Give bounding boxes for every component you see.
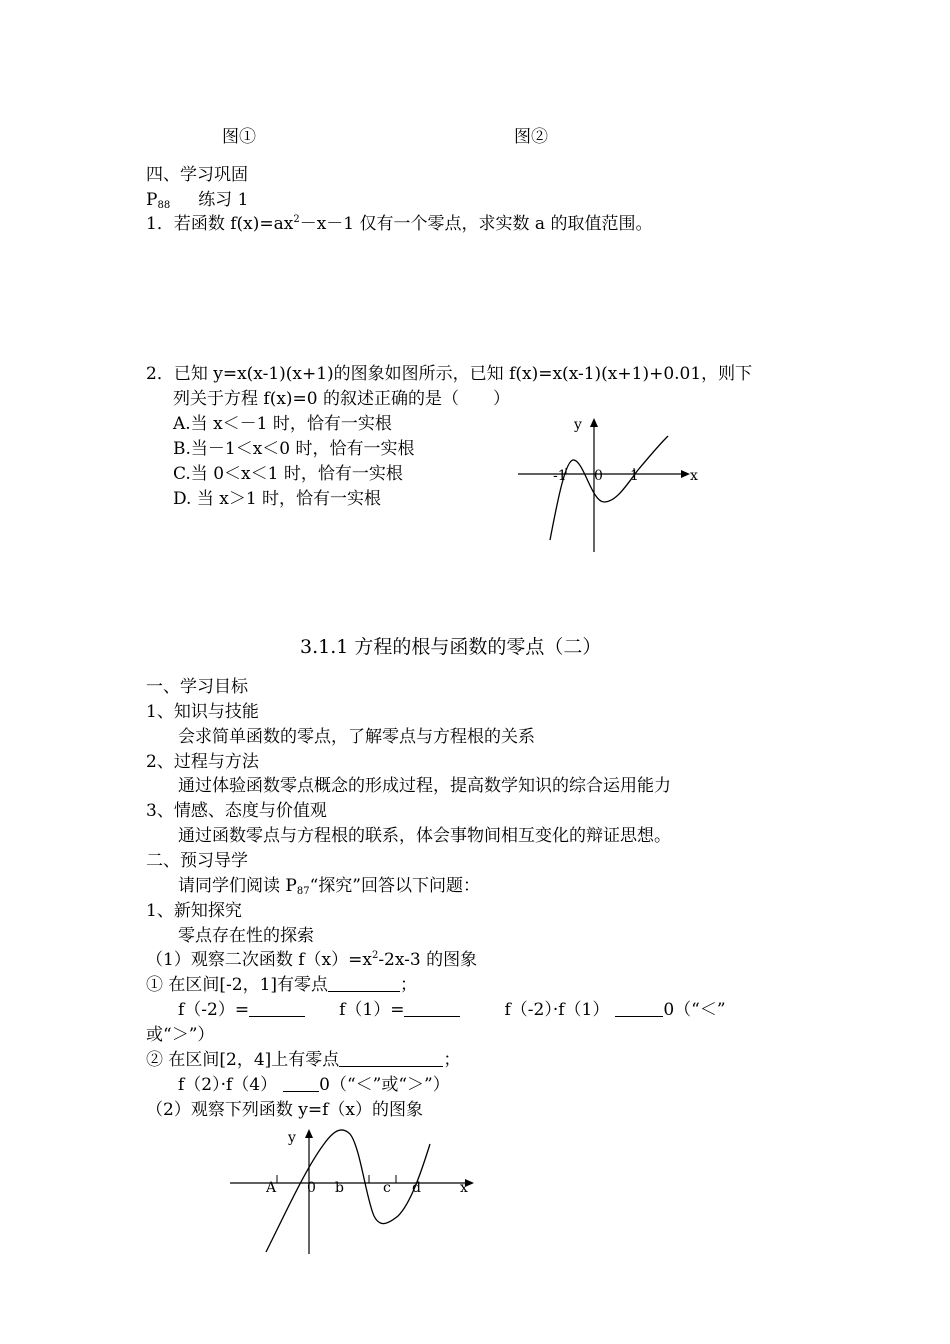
observe-quadratic [146, 949, 477, 971]
read-page: 87 [296, 886, 310, 897]
product-2-label: f（2）·f（4） [178, 1075, 278, 1095]
function-curve [266, 1130, 430, 1252]
obs1-suffix: -2x-3 的图象 [378, 950, 478, 970]
point-label-a: A [266, 1180, 277, 1196]
interval-1-text: ① 在区间[-2，1]有零点 [146, 975, 329, 995]
product-2-compare: 0（“＜”或“＞”） [319, 1075, 450, 1095]
goal-1-text: 会求简单函数的零点，了解零点与方程根的关系 [178, 727, 535, 747]
answer-blank-zero-1[interactable] [328, 975, 400, 992]
option-d: D. 当 x＞1 时，恰有一实根 [173, 489, 382, 509]
reading-instruction [178, 875, 480, 897]
f-neg2-label: f（-2）= [178, 1000, 250, 1020]
figure-caption-2: 图② [514, 127, 548, 147]
answer-blank-sign-1[interactable] [615, 1000, 663, 1017]
x-axis-arrow [681, 470, 690, 478]
goal-3-text: 通过函数零点与方程根的联系，体会事物间相互变化的辩证思想。 [178, 826, 671, 846]
product-1-label: f（-2）·f（1） [504, 1000, 610, 1020]
goal-2-text: 通过体验函数零点概念的形成过程，提高数学知识的综合运用能力 [178, 776, 671, 796]
interval-1-line [146, 974, 417, 996]
question-2-line-2: 列关于方程 f(x)=0 的叙述正确的是（ ） [173, 389, 511, 409]
tick-label-neg1: -1 [553, 468, 567, 484]
goal-3-heading: 3、情感、态度与价值观 [146, 801, 327, 821]
exercise-prefix: P [146, 190, 158, 210]
lesson-title: 3.1.1 方程的根与函数的零点（二） [300, 636, 602, 658]
answer-blank-f-1[interactable] [404, 1000, 460, 1017]
origin-label: 0 [307, 1180, 316, 1196]
option-c: C.当 0＜x＜1 时，恰有一实根 [173, 464, 403, 484]
heading-learning-goals: 一、学习目标 [146, 677, 248, 697]
question-1 [146, 213, 652, 235]
goal-1-heading: 1、知识与技能 [146, 702, 259, 722]
read-prefix: 请同学们阅读 P [178, 876, 297, 896]
answer-blank-zero-2[interactable] [339, 1050, 443, 1067]
q1-prefix: 1．若函数 f(x)=ax [146, 214, 294, 234]
cubic-graph [500, 410, 710, 560]
observe-function: （2）观察下列函数 y=f（x）的图象 [146, 1100, 423, 1120]
answer-blank-f-neg2[interactable] [249, 1000, 305, 1017]
obs1-sup: 2 [371, 950, 379, 961]
read-suffix: “探究”回答以下问题： [309, 876, 480, 896]
tick-label-1: 1 [630, 468, 639, 484]
goal-2-heading: 2、过程与方法 [146, 752, 259, 772]
y-axis-arrow [305, 1129, 313, 1138]
interval-2-text: ② 在区间[2，4]上有零点 [146, 1050, 340, 1070]
function-graph [226, 1120, 486, 1260]
section-heading-consolidation: 四、学习巩固 [146, 165, 248, 185]
q1-suffix: －x－1 仅有一个零点，求实数 a 的取值范围。 [299, 214, 653, 234]
subsection-zero-existence: 零点存在性的探索 [178, 926, 314, 946]
exercise-reference [146, 189, 248, 211]
interval-2-line [146, 1049, 460, 1071]
point-label-c: c [383, 1180, 391, 1196]
y-axis-label: y [288, 1130, 296, 1146]
y-axis-label: y [574, 417, 582, 433]
interval-1-end: ； [400, 975, 418, 995]
f-1-label: f（1）= [339, 1000, 405, 1020]
figure-caption-1: 图① [222, 127, 256, 147]
interval-2-values [178, 1074, 450, 1096]
option-a: A.当 x＜－1 时，恰有一实根 [173, 414, 392, 434]
q1-sup: 2 [293, 214, 300, 225]
product-1-compare: 0（“＜” [663, 1000, 726, 1020]
point-label-b: b [335, 1180, 344, 1196]
question-2-line-1: 2．已知 y=x(x-1)(x+1)的图象如图所示，已知 f(x)=x(x-1)(x+1)+0.01，则下 [146, 364, 753, 384]
option-b: B.当－1＜x＜0 时，恰有一实根 [173, 439, 415, 459]
exercise-label: 练习 1 [198, 190, 249, 210]
subsection-new-knowledge: 1、新知探究 [146, 901, 242, 921]
x-axis-label: x [690, 468, 698, 484]
cubic-curve [550, 436, 668, 540]
interval-2-end: ； [443, 1050, 461, 1070]
interval-1-values [178, 999, 726, 1021]
y-axis-arrow [590, 418, 598, 427]
tick-label-0: 0 [594, 468, 603, 484]
interval-1-or: 或“＞”） [146, 1025, 215, 1045]
answer-blank-sign-2[interactable] [283, 1075, 319, 1092]
point-label-d: d [412, 1180, 421, 1196]
obs1-prefix: （1）观察二次函数 f（x）=x [146, 950, 372, 970]
x-axis-label: x [460, 1180, 468, 1196]
exercise-page: 88 [157, 200, 171, 211]
heading-preview: 二、预习导学 [146, 851, 248, 871]
